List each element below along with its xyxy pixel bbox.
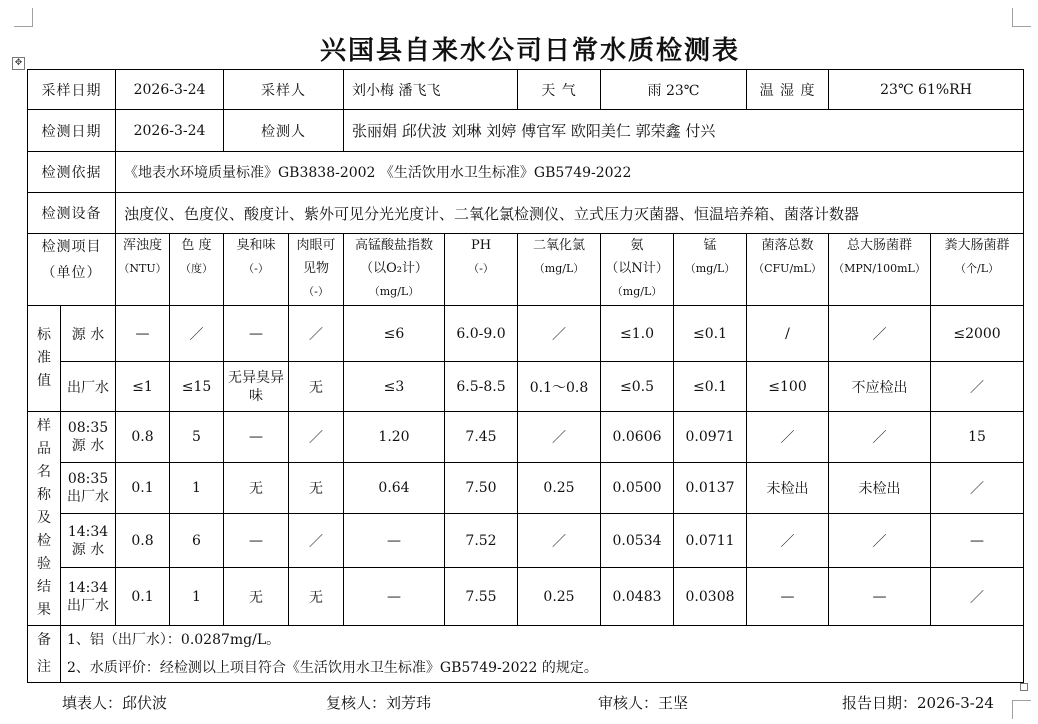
sampling-info-row [28,70,1024,110]
col-header-fecal-coliform [931,234,1024,306]
table-move-handle-icon[interactable]: ✥ [12,57,25,70]
table-cell[interactable]: 0.0137 [674,463,747,514]
table-cell[interactable]: ≤0.5 [601,362,674,412]
crop-mark-top-right [1012,8,1031,27]
samples-label-char: 及 [37,510,51,526]
col-name: 二氧化氯 [533,238,586,253]
table-resize-handle[interactable] [1020,683,1028,691]
column-header-row [28,234,1024,306]
table-cell[interactable]: 0.1～0.8 [518,362,601,412]
samples-label-char: 品 [37,441,51,457]
report-date: 报告日期：2026-3-24 [842,694,994,712]
col-unit: （mg/L） [611,285,663,298]
table-cell[interactable]: ／ [289,306,344,362]
col-unit: （个/L） [955,262,1000,275]
table-cell[interactable]: ／ [518,306,601,362]
col-header-visible [289,234,344,306]
col-header-turbidity [116,234,170,306]
standard-label-char: 标 [37,327,51,343]
table-cell[interactable]: ／ [931,362,1024,412]
table-cell[interactable]: — [224,412,289,463]
table-cell[interactable]: 0.1 [116,568,170,626]
table-cell[interactable]: ／ [931,568,1024,626]
sample-name-cell [61,412,116,463]
table-cell[interactable]: 无 [289,463,344,514]
table-cell[interactable]: ／ [829,306,931,362]
table-cell[interactable]: 0.0606 [601,412,674,463]
page-title: 兴国县自来水公司日常水质检测表 [319,36,740,66]
table-cell[interactable]: 7.45 [445,412,518,463]
sample-row [28,412,1024,463]
equipment-value[interactable]: 浊度仪、色度仪、酸度计、紫外可见分光光度计、二氧化氯检测仪、立式压力灭菌器、恒温培养箱、菌落计数器 [116,193,1024,234]
col-header-colony-count [747,234,829,306]
col-unit: （mg/L） [368,285,420,298]
samples-label-char: 称 [37,487,51,503]
table-cell[interactable]: 7.50 [445,463,518,514]
col-name: 肉眼可 [296,238,336,253]
table-cell[interactable]: ≤2000 [931,306,1024,362]
table-cell[interactable]: ／ [747,412,829,463]
test-date-value[interactable]: 2026-3-24 [116,110,224,152]
col-header-total-coliform [829,234,931,306]
item-header [28,234,116,306]
col-header-ammonia [601,234,674,306]
crop-mark-top-left [14,8,33,27]
tester-value[interactable]: 张丽娟 邱伏波 刘琳 刘婷 傅官军 欧阳美仁 郭荣鑫 付兴 [344,110,1024,152]
table-cell[interactable]: ≤0.1 [674,362,747,412]
table-cell[interactable]: 1.20 [344,412,445,463]
table-cell[interactable]: 0.25 [518,568,601,626]
table-cell[interactable]: — [116,306,170,362]
table-cell[interactable]: 无异臭异味 [224,362,289,412]
col-unit: （-） [303,285,329,298]
table-cell[interactable]: 0.8 [116,514,170,568]
col-name: 臭和味 [236,238,276,253]
table-cell[interactable]: 1 [170,463,224,514]
item-header-line2: （单位） [41,265,102,281]
table-cell[interactable]: ／ [170,306,224,362]
col-name-2: （以O₂计） [360,261,428,276]
basis-label: 检测依据 [28,152,116,193]
col-name: 氨 [630,238,644,253]
remarks-label-char: 备 [37,632,51,648]
table-cell[interactable]: ／ [289,412,344,463]
samples-label [28,412,61,626]
table-cell[interactable]: ≤6 [344,306,445,362]
sample-date-label: 采样日期 [28,70,116,110]
table-cell[interactable]: 0.1 [116,463,170,514]
table-cell[interactable]: / [747,306,829,362]
remark-line: 1、铝（出厂水）：0.0287mg/L。 [67,632,281,648]
sample-name-cell [61,568,116,626]
col-name: 色 度 [181,238,212,253]
table-cell[interactable]: 0.8 [116,412,170,463]
water-quality-table [27,69,1024,683]
sample-name-cell [61,514,116,568]
table-cell[interactable]: ≤15 [170,362,224,412]
sample-name: 出厂水 [67,489,109,505]
col-unit: （NTU） [118,262,167,275]
table-cell[interactable]: 无 [224,568,289,626]
col-unit: （-） [468,262,494,275]
table-cell[interactable]: — [224,306,289,362]
table-cell[interactable]: 未检出 [747,463,829,514]
remarks-row [28,626,1024,683]
remarks-label [28,626,61,683]
table-cell[interactable]: — [931,514,1024,568]
weather-value[interactable]: 雨 23℃ [601,70,747,110]
sample-name-cell [61,463,116,514]
col-name: 浑浊度 [122,238,162,253]
table-cell[interactable]: 7.55 [445,568,518,626]
sample-row [28,568,1024,626]
standard-source-name: 源 水 [61,306,116,362]
col-name: PH [470,238,492,253]
sampler-value[interactable]: 刘小梅 潘飞飞 [344,70,518,110]
sample-name: 源 水 [71,438,105,454]
table-cell[interactable]: 无 [224,463,289,514]
table-cell[interactable]: 7.52 [445,514,518,568]
table-cell[interactable]: 0.25 [518,463,601,514]
col-header-chlorine-dioxide [518,234,601,306]
table-cell[interactable]: 5 [170,412,224,463]
table-cell[interactable]: 6.5-8.5 [445,362,518,412]
table-cell[interactable]: ／ [289,514,344,568]
filler-signature: 填表人：邱伏波 [62,694,168,712]
table-cell[interactable]: 0.0534 [601,514,674,568]
remarks-label-char: 注 [37,659,51,675]
sample-row [28,463,1024,514]
col-name: 锰 [703,238,717,253]
standard-treated-name: 出厂水 [61,362,116,412]
basis-row [28,152,1024,193]
table-cell[interactable]: 0.64 [344,463,445,514]
table-cell[interactable]: 无 [289,362,344,412]
table-cell[interactable]: 不应检出 [829,362,931,412]
table-cell[interactable]: ／ [747,514,829,568]
temp-humidity-label: 温 湿 度 [747,70,829,110]
col-header-odor [224,234,289,306]
col-unit: （CFU/mL） [753,262,822,275]
tester-label: 检测人 [224,110,344,152]
equipment-row [28,193,1024,234]
table-cell[interactable]: ／ [518,412,601,463]
table-cell[interactable]: 1 [170,568,224,626]
samples-label-char: 检 [37,533,51,549]
table-cell[interactable]: — [344,514,445,568]
sampler-label: 采样人 [224,70,344,110]
standard-row-source [28,306,1024,362]
sample-time: 08:35 [67,471,109,487]
col-name: 总大肠菌群 [847,238,913,253]
samples-label-char: 样 [37,418,51,434]
col-name: 粪大肠菌群 [944,238,1010,253]
col-header-permanganate [344,234,445,306]
table-cell[interactable]: ／ [829,514,931,568]
sample-name: 源 水 [71,541,105,558]
reviewer-signature: 复核人：刘芳玮 [326,694,432,712]
table-cell[interactable]: — [344,568,445,626]
samples-label-char: 验 [37,556,51,572]
remark-line: 2、水质评价：经检测以上项目符合《生活饮用水卫生标准》GB5749-2022 的规定。 [67,660,598,676]
col-name: 菌落总数 [761,238,814,253]
col-name: 高锰酸盐指数 [354,238,433,253]
table-cell[interactable]: ／ [518,514,601,568]
standard-label [28,306,61,412]
sample-name: 出厂水 [67,597,109,614]
col-name-2: 见物 [302,261,329,276]
table-cell[interactable]: 6.0-9.0 [445,306,518,362]
table-cell[interactable]: ／ [931,463,1024,514]
sample-time: 14:34 [67,523,109,540]
col-header-color [170,234,224,306]
col-name-2: （以N计） [605,261,669,276]
equipment-label: 检测设备 [28,193,116,234]
col-unit: （mg/L） [533,262,585,275]
table-cell[interactable]: 6 [170,514,224,568]
temp-humidity-value[interactable]: 23℃ 61%RH [829,70,1024,110]
crop-mark-bottom-right [1012,700,1031,719]
table-cell[interactable]: 0.0308 [674,568,747,626]
samples-label-char: 果 [37,602,51,618]
col-header-ph [445,234,518,306]
remarks-content[interactable] [61,626,1024,683]
samples-label-char: 结 [37,579,51,595]
col-unit: （-） [243,262,269,275]
table-cell[interactable]: ≤1.0 [601,306,674,362]
table-cell[interactable]: — [224,514,289,568]
table-cell[interactable]: 0.0711 [674,514,747,568]
standard-row-treated [28,362,1024,412]
table-cell[interactable]: ≤3 [344,362,445,412]
sample-row [28,514,1024,568]
sample-time: 08:35 [67,420,109,436]
col-unit: （度） [180,262,213,275]
table-cell[interactable]: ≤100 [747,362,829,412]
table-cell[interactable]: — [829,568,931,626]
standard-label-char: 准 [37,350,51,366]
samples-label-char: 名 [37,464,51,480]
test-date-label: 检测日期 [28,110,116,152]
approver-signature: 审核人：王坚 [598,694,689,712]
sample-date-value[interactable]: 2026-3-24 [116,70,224,110]
table-cell[interactable]: ≤1 [116,362,170,412]
table-cell[interactable]: ≤0.1 [674,306,747,362]
standard-label-char: 值 [37,373,51,389]
col-unit: （MPN/100mL） [833,262,926,275]
table-cell[interactable]: 0.0483 [601,568,674,626]
col-header-manganese [674,234,747,306]
weather-label: 天 气 [518,70,601,110]
table-cell[interactable]: 15 [931,412,1024,463]
table-cell[interactable]: ／ [829,412,931,463]
table-cell[interactable]: 0.0500 [601,463,674,514]
table-cell[interactable]: 0.0971 [674,412,747,463]
table-cell[interactable]: — [747,568,829,626]
item-header-line1: 检测项目 [41,239,102,255]
table-cell[interactable]: 未检出 [829,463,931,514]
testing-info-row [28,110,1024,152]
table-cell[interactable]: 无 [289,568,344,626]
sample-time: 14:34 [67,579,109,596]
col-unit: （mg/L） [684,262,736,275]
basis-value[interactable]: 《地表水环境质量标准》GB3838-2002 《生活饮用水卫生标准》GB5749-2022 [116,152,1024,193]
